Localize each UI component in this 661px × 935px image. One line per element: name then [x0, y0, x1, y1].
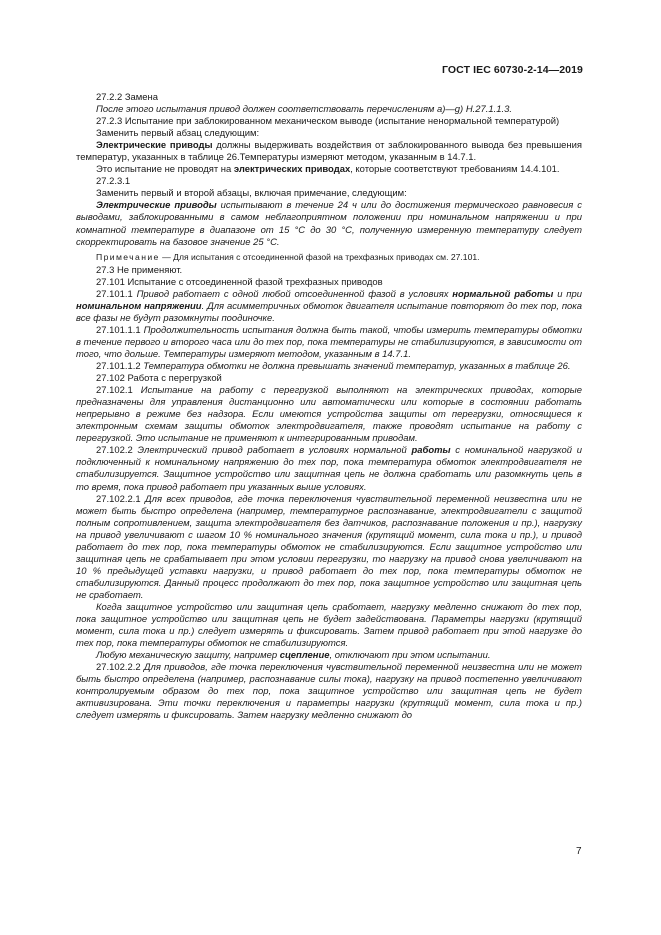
- paragraph: Заменить первый и второй абзацы, включая примечание, следующим:: [96, 188, 407, 200]
- paragraph: Электрические приводы должны выдерживать воздействия от заблокированного вывода без превышения температур, указанных в таблице 26.Температуры измеряют методом, указанным в 14.7.1.: [76, 140, 582, 164]
- paragraph: 27.102.2 Электрический привод работает в условиях нормальной работы с номинальной нагрузкой и подключенный к номинальному напряжению до тех пор, пока температура обмоток электродвигателя не стабилизируется. Защитное устройство или защитная цепь не должна сработать или разомкнуть цепь в то время, пока привод работает при указанных выше условиях.: [76, 445, 582, 493]
- document-body: [76, 92, 582, 722]
- paragraph: 27.102.1 Испытание на работу с перегрузкой выполняют на электрических приводах, которые предназначены для управления дистанционно или автоматически или которые в состоянии работать непрерывно в режиме без надзора. Если имеются устройства защиты от перегрузки, относящиеся к электронным схемам защиты обмоток электродвигателя, также проводят испытание на работу с перегрузкой. Это испытание не применяют к интегрированным приводам.: [76, 385, 582, 445]
- page-number: 7: [576, 846, 582, 857]
- paragraph: Заменить первый абзац следующим:: [96, 128, 260, 140]
- paragraph: 27.2.3 Испытание при заблокированном механическом выводе (испытание ненормальной температурой): [96, 116, 560, 128]
- paragraph: 27.3 Не применяют.: [96, 264, 183, 276]
- note: Примечание — Для испытания с отсоединенной фазой на трехфазных приводах см. 27.101.: [96, 251, 480, 262]
- paragraph: 27.102.2.2 Для приводов, где точка переключения чувствительной переменной неизвестна или не может быть быстро определена (например, распознавание силы тока), нагрузку на привод постепенно увеличивают контролируемым образом до тех пор, пока защитное устройство или защитная цепь не будет активизирована. Эти точки переключения и параметры нагрузки (крутящий момент, сила тока и пр.) следует измерять и фиксировать. Затем нагрузку медленно снижают до: [76, 662, 583, 722]
- paragraph: 27.102 Работа с перегрузкой: [96, 373, 222, 385]
- paragraph: 27.2.2 Замена: [96, 92, 159, 103]
- paragraph: Любую механическую защиту, например сцепление, отключают при этом испытании.: [96, 650, 491, 662]
- paragraph: После этого испытания привод должен соответствовать перечислениям а)—g) Н.27.1.1.3.: [96, 104, 512, 116]
- paragraph: Это испытание не проводят на электрических приводах, которые соответствуют требованиям 14.4.101.: [96, 164, 560, 176]
- paragraph: 27.101 Испытание с отсоединенной фазой трехфазных приводов: [96, 276, 383, 288]
- paragraph: 27.101.1 Привод работает с одной любой отсоединенной фазой в условиях нормальной работы и при номинальном напряжении. Для асимметричных обмоток двигателя испытание повторяют до тех пор, пока все фазы не будут разомкнуты поодиночке.: [76, 288, 582, 324]
- paragraph: 27.101.1.1 Продолжительность испытания должна быть такой, чтобы измерить температуры обмотки в течение первого и второго часа или до тех пор, пока температуры не стабилизируются, в зависимости от того, что дольше. Температуры измеряют методом, указанным в 14.7.1.: [76, 324, 583, 360]
- paragraph: 27.101.1.2 Температура обмотки не должна превышать значений температур, указанных в таблице 26.: [96, 361, 571, 373]
- document-code-header: ГОСТ IEC 60730-2-14—2019: [441, 64, 583, 76]
- paragraph: Когда защитное устройство или защитная цепь сработает, нагрузку медленно снижают до тех пор, пока защитное устройство или защитная цепь не будет задействована. Параметры нагрузки (крутящий момент, сила тока и пр.) следует измерять и фиксировать. Затем привод работает при этой нагрузке до тех пор, пока температуры обмоток не стабилизируются.: [76, 601, 582, 650]
- paragraph: 27.102.2.1 Для всех приводов, где точка переключения чувствительной переменной неизвестна или не может быть быстро определена (например, температурное распознавание, электродвигатели с защитой полным сопротивлением, защита электродвигателя без датчиков, распознавание положения и пр.), нагрузку на привод увеличивают с шагом 10 % номинального значения (крутящий момент, сила тока и пр.), и привод работает до тех пор, пока температуры обмоток не стабилизируются. Если защитное устройство или защитная цепь не срабатывает при этом условии перегрузки, то нагрузку на привод снова увеличивают на 10 % предыдущей уставки нагрузки, и привод работает до тех пор, пока температуры обмоток не стабилизируются. Данный процесс продолжают до тех пор, пока защитное устройство или защитная цепь не сработает.: [76, 493, 583, 601]
- paragraph: 27.2.3.1: [96, 176, 131, 188]
- paragraph: Электрические приводы испытывают в течение 24 ч или до достижения термического равновесия с выводами, заблокированными в самом неблагоприятном положении при номинальном напряжении и при комнатной температуре в диапазоне от 15 °С до 30 °С, полученную измеренную температуру следует скорректировать на базовое значение 25 °С.: [76, 200, 582, 248]
